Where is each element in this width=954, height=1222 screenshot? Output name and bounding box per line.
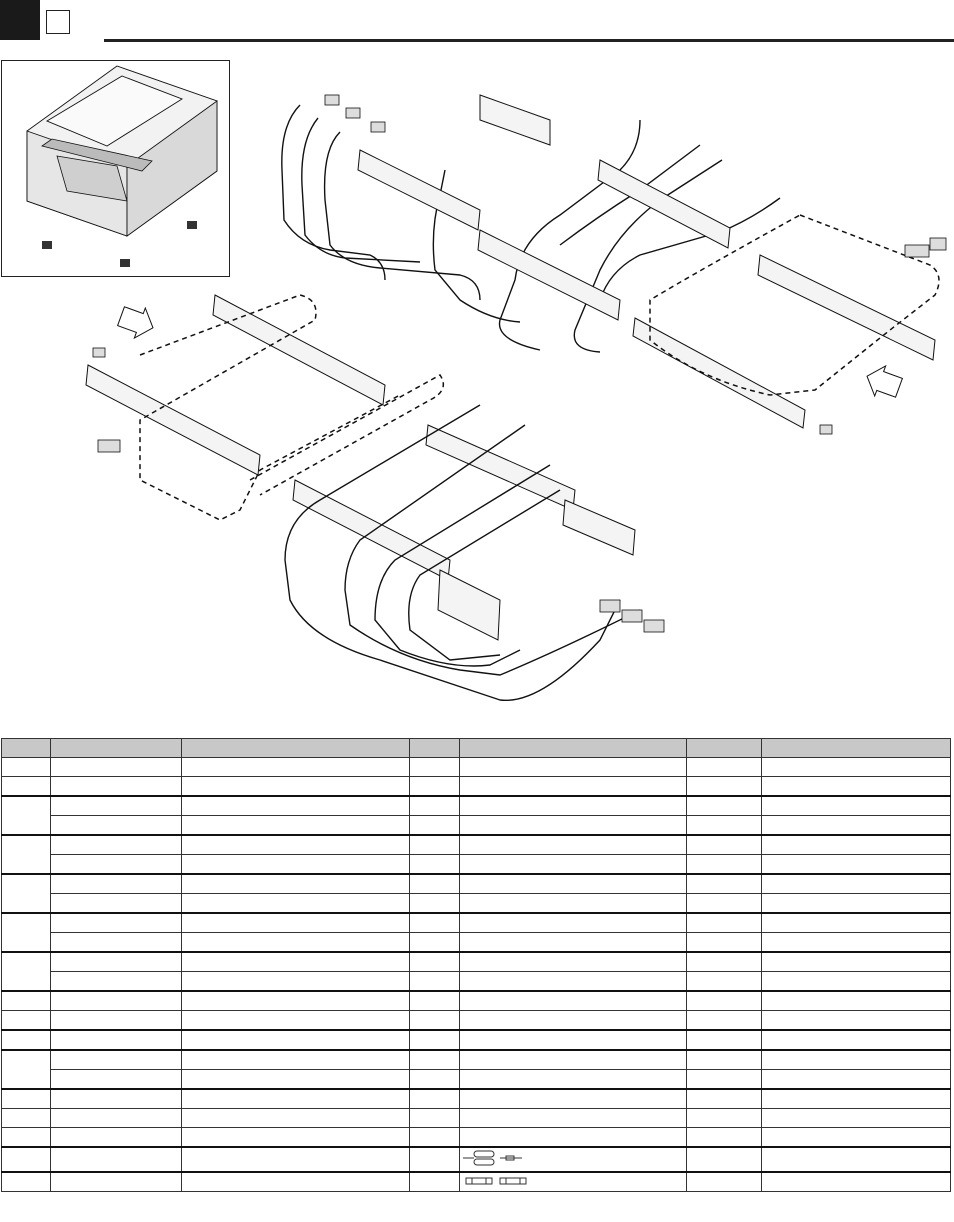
clip-part-sketch <box>460 1147 687 1172</box>
header-cell <box>762 739 951 758</box>
hollow-arrow-icon <box>116 301 159 343</box>
table-row <box>2 894 951 914</box>
header-cell <box>687 739 762 758</box>
machine-overview-inset <box>1 60 230 277</box>
header-cell <box>182 739 410 758</box>
table-row <box>2 1011 951 1031</box>
table-row <box>2 952 951 972</box>
header-cell <box>2 739 51 758</box>
table-row <box>2 1070 951 1090</box>
table-row <box>2 796 951 816</box>
header-cell <box>51 739 182 758</box>
table-row <box>2 874 951 894</box>
header-cell <box>460 739 687 758</box>
table-row <box>2 933 951 953</box>
table-row <box>2 835 951 855</box>
header-cell <box>410 739 460 758</box>
clip-icon <box>460 1148 530 1168</box>
hollow-arrow-icon <box>862 361 905 403</box>
table-row <box>2 1172 951 1192</box>
table-row <box>2 1147 951 1172</box>
table-row <box>2 816 951 836</box>
table-row <box>2 972 951 992</box>
parts-table <box>1 738 951 1192</box>
table-header-row <box>2 739 951 758</box>
table-row <box>2 1089 951 1109</box>
table-row <box>2 1050 951 1070</box>
table-row <box>2 855 951 875</box>
table-row <box>2 913 951 933</box>
table-row <box>2 1109 951 1128</box>
table-row <box>2 1030 951 1050</box>
table-row <box>2 777 951 797</box>
connector-part-sketch <box>460 1172 687 1192</box>
table-row <box>2 1128 951 1148</box>
table-row <box>2 758 951 777</box>
machine-illustration <box>2 61 229 276</box>
table-row <box>2 991 951 1011</box>
connector-icon <box>460 1174 540 1188</box>
